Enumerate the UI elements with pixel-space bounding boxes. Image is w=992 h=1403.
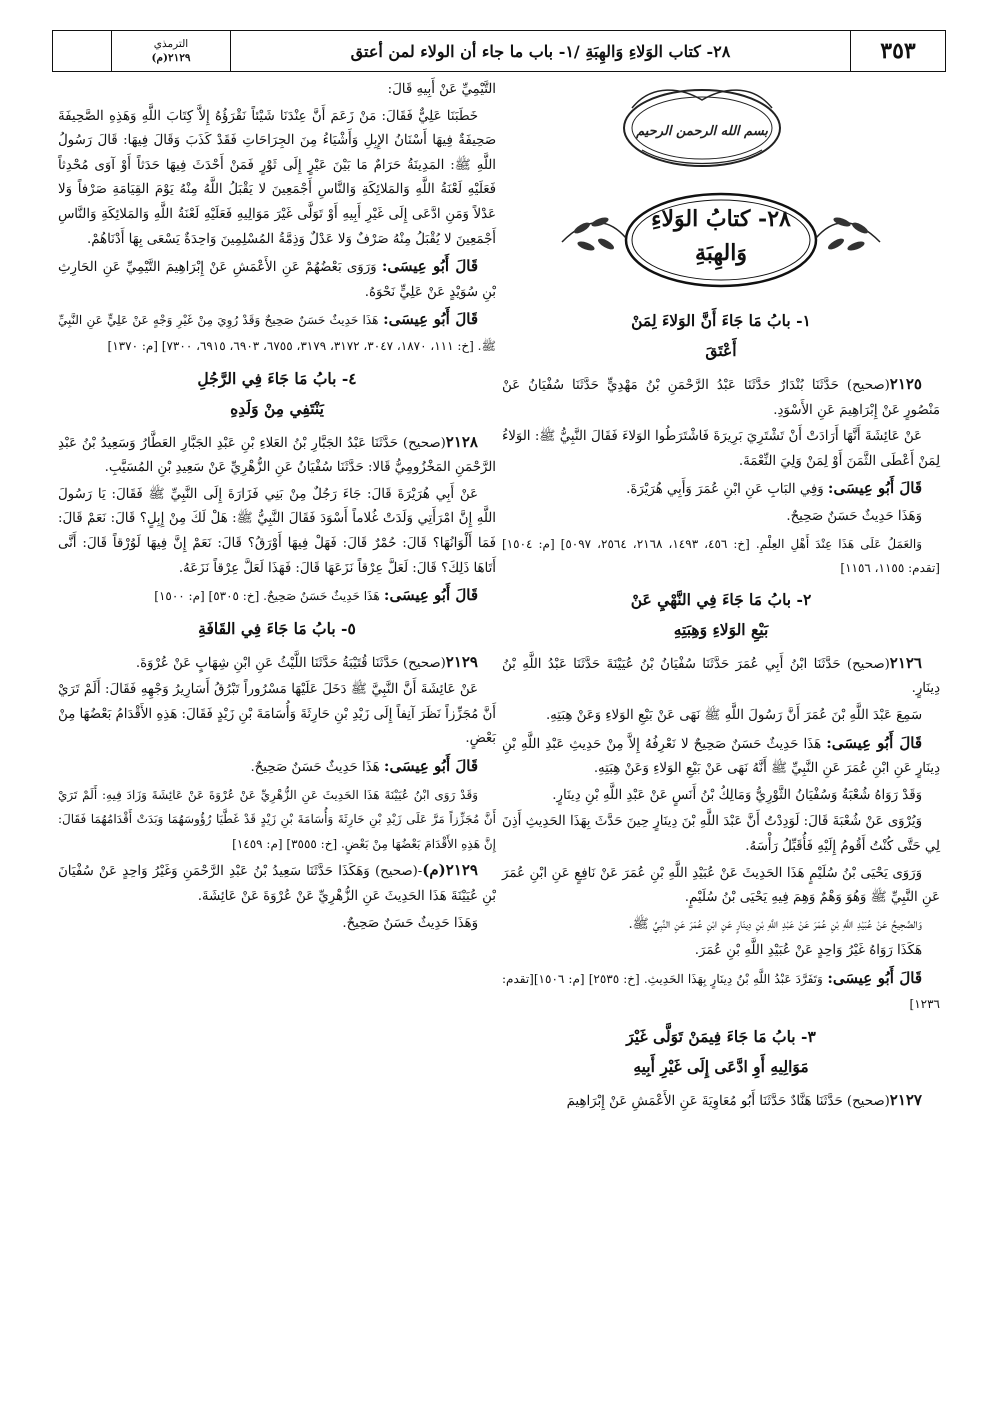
comment-text: وَتَفَرَّدَ عَبْدُ اللَّهِ بْنُ دِينَارٍ بِهَذَا الحَدِيثِ. [خ: ٢٥٣٥] [م: ١٥٠٦][تقدم: ١٢٣٦] [502, 971, 940, 1012]
hadith-2126-comment-3: وَيُرْوَى عَنْ شُعْبَةَ قَالَ: لَوَدِدْتُ أَنَّ عَبْدَ اللَّهِ بْنَ دِينَارٍ حِينَ حَدَّثَ بِهَذَا الحَدِيثِ أَذِنَ لِي حَتَّى كُنْتُ أَقُومُ إِلَيْهِ فَأُقَبِّلُ رَأْسَهُ. [502, 814, 940, 854]
isnad-text: (صحيح) حَدَّثَنَا بُنْدَارٌ حَدَّثَنَا عَبْدُ الرَّحْمَنِ بْنُ مَهْدِيٍّ حَدَّثَنَا سُفْيَانُ عَنْ مَنْصُورٍ عَنْ إِبْرَاهِيمَ عَنِ الأَسْوَدِ. [502, 378, 940, 418]
isnad-text: (صحيح) حَدَّثَنَا عَبْدُ الجَبَّارِ بْنُ العَلاءِ بْنِ عَبْدِ الجَبَّارِ العَطَّارُ وَسَعِيدُ بْنُ عَبْدِ الرَّحْمَنِ المَخْزُومِيُّ قَالا: حَدَّثَنَا سُفْيَانُ عَنِ الزُّهْرِيِّ عَنْ سَعِيدِ بْنِ المُسَيَّبِ. [58, 435, 496, 476]
bab-3-line2: مَوَالِيهِ أَوِ ادَّعَى إِلَى غَيْرِ أَبِيهِ [633, 1057, 809, 1077]
hadith-number: ٢١٢٩ [445, 652, 478, 671]
basmala-calligraphy: بسم الله الرحمن الرحيم [636, 124, 768, 139]
kitab-title-line2: وَالهِبَةِ [694, 240, 747, 266]
abu-isa-label: قَالَ أَبُو عِيسَى: [827, 968, 923, 987]
page-header [52, 30, 946, 72]
hadith-2125-comment-3: وَالعَمَلُ عَلَى هَذَا عِنْدَ أَهْلِ العِلْمِ. [خ: ٤٥٦، ١٤٩٣، ٢١٦٨، ٢٥٦٤، ٥٠٩٧] [م: ١٥٠٤][تقدم: ١١٥٥، ١١٥٦] [502, 536, 940, 576]
bab-1-line1: ١- بابُ مَا جَاءَ أَنَّ الوَلاءَ لِمَنْ [631, 311, 811, 330]
running-title: ٢٨- كتاب الوَلاءِ وَالهِبَةِ /١- باب ما جاء أن الولاء لمن أعتق [230, 31, 850, 71]
abu-isa-label: قَالَ أَبُو عِيسَى: [381, 257, 478, 276]
bab-1-heading [502, 306, 940, 366]
comment-text: وَفِي البَابِ عَنِ ابْنِ عُمَرَ وَأَبِي هُرَيْرَةَ. [626, 482, 824, 498]
bab-4-line2: يَنْتَفِي مِنْ وَلَدِهِ [230, 398, 324, 418]
bab-2-heading [502, 585, 940, 645]
hadith-2126-comment-6: هَكَذَا رَوَاهُ غَيْرُ وَاحِدٍ عَنْ عُبَيْدِ اللَّهِ بْنِ عُمَرَ. [694, 943, 922, 959]
isnad-text: (صحيح) حَدَّثَنَا ابْنُ أَبِي عُمَرَ حَدَّثَنَا سُفْيَانُ بْنُ عُيَيْنَةَ حَدَّثَنَا عَبْدُ اللَّهِ بْنُ دِينَارٍ. [502, 656, 940, 697]
left-column [58, 78, 496, 938]
hadith-2126-comment-5: وَالصَّحِيحُ عَنْ عُبَيْدِ اللَّهِ بْنِ عُمَرَ عَنْ عَبْدِ اللَّهِ بْنِ دِينَارٍ عَنِ ابْنِ عُمَرَ عَنِ النَّبِيِّ ﷺ. [628, 916, 922, 932]
abu-isa-label: قَالَ أَبُو عِيسَى: [826, 733, 922, 752]
isnad-text: (صحيح) حَدَّثَنَا هَنَّادٌ حَدَّثَنَا أَبُو مُعَاوِيَةَ عَنِ الأَعْمَشِ عَنْ إِبْرَاهِيمَ [566, 1094, 890, 1110]
bab-5-heading [58, 614, 496, 644]
hadith-2127-comment-2 [58, 307, 496, 359]
hadith-2126-comment-7 [502, 966, 940, 1018]
hadith-number: ٢١٢٥ [889, 375, 922, 393]
hadith-2125-comment-1 [502, 476, 940, 503]
abu-isa-label: قَالَ أَبُو عِيسَى: [383, 757, 478, 776]
hadith-2127-continuation: التَّيْمِيِّ عَنْ أَبِيهِ قَالَ: [387, 82, 496, 97]
hadith-2127-comment-1 [58, 254, 496, 305]
bab-2-line1: ٢- بابُ مَا جَاءَ فِي النَّهْيِ عَنْ [630, 589, 812, 609]
kitab-title [502, 202, 940, 270]
bab-5-line1: ٥- بابُ مَا جَاءَ فِي القَافَةِ [198, 618, 356, 638]
hadith-2128-comment [58, 583, 496, 610]
hadith-2126-comment-1 [502, 731, 940, 782]
hadith-2129-matn: عَنْ عَائِشَةَ أَنَّ النَّبِيَّ ﷺ دَخَلَ عَلَيْهَا مَسْرُوراً تَبْرُقُ أَسَارِيرُ وَجْهِهِ فَقَالَ: أَلَمْ تَرَيْ أَنَّ مُجَزِّزاً نَظَرَ آنِفاً إِلَى زَيْدِ بْنِ حَارِثَةَ وَأُسَامَةَ بْنِ زَيْدٍ فَقَالَ: هَذِهِ الأَقْدَامُ بَعْضُهَا مِنْ بَعْضٍ. [58, 682, 496, 747]
comment-text: هَذَا حَدِيثٌ حَسَنٌ صَحِيحٌ لا نَعْرِفُهُ إِلاَّ مِنْ حَدِيثِ عَبْدِ اللَّهِ بْنِ دِينَارٍ عَنِ ابْنِ عُمَرَ عَنِ النَّبِيِّ ﷺ أَنَّهُ نَهَى عَنْ بَيْعِ الوَلاءِ وَعَنْ هِبَتِهِ. [502, 736, 940, 777]
abu-isa-label: قَالَ أَبُو عِيسَى: [383, 586, 478, 605]
header-reference [111, 31, 230, 71]
hadith-2126-comment-2: وَقَدْ رَوَاهُ شُعْبَةُ وَسُفْيَانُ الثَّوْرِيُّ وَمَالِكُ بْنُ أَنَسٍ عَنْ عَبْدِ اللَّهِ بْنِ دِينَارٍ. [552, 787, 922, 803]
page-number: ٣٥٣ [850, 31, 945, 71]
bab-3-heading [502, 1022, 940, 1082]
hadith-2129m-isnad [58, 858, 496, 909]
comment-text: هَذَا حَدِيثٌ حَسَنٌ صَحِيحٌ. [250, 760, 380, 776]
hadith-2126-comment-4: وَرَوَى يَحْيَى بْنُ سُلَيْمٍ هَذَا الحَدِيثَ عَنْ عُبَيْدِ اللَّهِ بْنِ عُمَرَ عَنْ نَافِعٍ عَنِ ابْنِ عُمَرَ عَنِ النَّبِيِّ ﷺ وَهُوَ وَهْمٌ وَهِمَ فِيهِ يَحْيَى بْنُ سُلَيْمٍ. [502, 865, 940, 906]
abu-isa-label: قَالَ أَبُو عِيسَى: [827, 479, 922, 498]
bab-3-line1: ٣- بابُ مَا جَاءَ فِيمَنْ تَوَلَّى غَيْرَ [626, 1027, 816, 1047]
kitab-heading [502, 182, 940, 302]
comment-text: هَذَا حَدِيثٌ حَسَنٌ صَحِيحٌ. [خ: ٥٣٠٥] [م: ١٥٠٠] [154, 589, 380, 604]
hadith-2126-matn: سَمِعَ عَبْدَ اللَّهِ بْنَ عُمَرَ أَنَّ رَسُولَ اللَّهِ ﷺ نَهَى عَنْ بَيْعِ الوَلاءِ وَعَنْ هِبَتِهِ. [545, 707, 922, 723]
hadith-2129-comment-2: وَقَدْ رَوَى ابْنُ عُيَيْنَةَ هَذَا الحَدِيثَ عَنِ الزُّهْرِيِّ عَنْ عُرْوَةَ عَنْ عَائِشَةَ وَزَادَ فِيهِ: أَلَمْ تَرَيْ أَنَّ مُجَزِّزاً مَرَّ عَلَى زَيْدِ بْنِ حَارِثَةَ وَأُسَامَةَ بْنِ زَيْدٍ قَدْ غَطَّيَا رُؤُوسَهُمَا وَبَدَتْ أَقْدَامُهُمَا فَقَالَ: إِنَّ هَذِهِ الأَقْدَامَ بَعْضُهَا مِنْ بَعْضٍ. [خ: ٣٥٥٥] [م: ١٤٥٩] [58, 787, 496, 851]
isnad-text: (صحيح) حَدَّثَنَا قُتَيْبَةُ حَدَّثَنَا اللَّيْثُ عَنِ ابْنِ شِهَابٍ عَنْ عُرْوَةَ. [135, 655, 446, 671]
isnad-text: -(صحيح) وَهَكَذَا حَدَّثَنَا سَعِيدُ بْنُ عَبْدِ الرَّحْمَنِ وَغَيْرُ وَاحِدٍ عَنْ سُفْيَانَ بْنِ عُيَيْنَةَ هَذَا الحَدِيثَ عَنِ الزُّهْرِيِّ عَنْ عُرْوَةَ عَنْ عَائِشَةَ. [58, 864, 496, 905]
hadith-number: ٢١٢٦ [889, 653, 922, 672]
comment-text: وَرَوَى بَعْضُهُمْ عَنِ الأَعْمَشِ عَنْ إِبْرَاهِيمَ التَّيْمِيِّ عَنِ الحَارِثِ بْنِ سُوَيْدٍ عَنْ عَلِيٍّ نَحْوَهُ. [58, 260, 496, 300]
header-ref-number: ٢١٢٩(م) [151, 52, 191, 64]
hadith-number: ٢١٢٨ [445, 432, 478, 451]
hadith-2125-isnad [502, 372, 940, 423]
abu-isa-label: قَالَ أَبُو عِيسَى: [383, 310, 479, 329]
right-column [502, 78, 940, 1117]
header-ref-source: الترمذي [153, 38, 189, 50]
basmala-ornament [502, 78, 940, 178]
hadith-number: ٢١٢٧ [889, 1091, 922, 1110]
bab-2-line2: بَيْعِ الوَلاءِ وَهِبَتِهِ [673, 619, 769, 639]
hadith-2125-matn: عَنْ عَائِشَةَ أَنَّهَا أَرَادَتْ أَنْ تَشْتَرِيَ بَرِيرَةَ فَاشْتَرَطُوا الوَلاءَ فَقَالَ النَّبِيُّ ﷺ: الوَلاءُ لِمَنْ أَعْطَى الثَّمَنَ أَوْ لِمَنْ وَلِيَ النِّعْمَةَ. [502, 429, 940, 469]
kitab-title-line1: ٢٨- كتابُ الوَلاءِ [651, 206, 791, 232]
hadith-2128-matn: عَنْ أَبِي هُرَيْرَةَ قَالَ: جَاءَ رَجُلٌ مِنْ بَنِي فَزَارَةَ إِلَى النَّبِيِّ ﷺ فَقَالَ: يَا رَسُولَ اللَّهِ إِنَّ امْرَأَتِي وَلَدَتْ غُلاماً أَسْوَدَ فَقَالَ النَّبِيُّ ﷺ: هَلْ لَكَ مِنْ إِبِلٍ؟ قَالَ: نَعَمْ قَالَ: فَمَا أَلْوَانُهَا؟ قَالَ: حُمْرٌ قَالَ: فَهَلْ فِيهَا أَوْرَقُ؟ قَالَ: نَعَمْ إِنَّ فِيهَا لَوُرْقاً قَالَ: أَنَّى أَتَاهَا ذَلِكَ؟ قَالَ: لَعَلَّ عِرْقاً نَزَعَهَا قَالَ: فَهَذَا لَعَلَّ عِرْقاً نَزَعَهُ. [58, 486, 496, 576]
hadith-2129-comment-1 [58, 754, 496, 781]
comment-text: هَذَا حَدِيثٌ حَسَنٌ صَحِيحٌ وَقَدْ رُوِيَ مِنْ غَيْرِ وَجْهٍ عَنْ عَلِيٍّ عَنِ النَّبِيِّ ﷺ. [خ: ١١١، ١٨٧٠، ٣٠٤٧، ٣١٧٢، ٣١٧٩، ٦٧٥٥، ٦٩٠٣، ٦٩١٥، ٧٣٠٠] [م: ١٣٧٠] [58, 313, 496, 353]
bab-4-heading [58, 364, 496, 424]
hadith-2125-comment-2: وَهَذَا حَدِيثٌ حَسَنٌ صَحِيحٌ. [786, 508, 922, 524]
hadith-2126-isnad [502, 651, 940, 702]
hadith-number: ٢١٢٩(م) [422, 861, 478, 880]
header-blank-cell [53, 31, 111, 71]
hadith-2129m-comment: وَهَذَا حَدِيثٌ حَسَنٌ صَحِيحٌ. [342, 915, 478, 931]
bab-1-line2: أَعْتَقَ [705, 341, 737, 360]
bab-4-line1: ٤- بابُ مَا جَاءَ فِي الرَّجُلِ [197, 368, 357, 388]
hadith-2128-isnad [58, 430, 496, 481]
hadith-2127-isnad [502, 1088, 940, 1115]
hadith-2127-matn: خَطَبَنَا عَلِيٌّ فَقَالَ: مَنْ زَعَمَ أَنَّ عِنْدَنَا شَيْئاً نَقْرَؤُهُ إِلاَّ كِتَابَ اللَّهِ وَهَذِهِ الصَّحِيفَةَ صَحِيفَةٌ فِيهَا أَسْنَانُ الإِبِلِ وَأَشْيَاءُ مِنَ الجِرَاحَاتِ فَقَدْ كَذَبَ وَقَالَ فِيهَا: قَالَ رَسُولُ اللَّهِ ﷺ: المَدِينَةُ حَرَامٌ مَا بَيْنَ عَيْرٍ إِلَى ثَوْرٍ فَمَنْ أَحْدَثَ فِيهَا حَدَثاً أَوْ آوَى مُحْدِثاً فَعَلَيْهِ لَعْنَةُ اللَّهِ وَالمَلائِكَةِ وَالنَّاسِ أَجْمَعِينَ لا يَقْبَلُ اللَّهُ مِنْهُ يَوْمَ القِيَامَةِ صَرْفاً وَلا عَدْلاً وَمَنِ ادَّعَى إِلَى غَيْرِ أَبِيهِ أَوْ تَوَلَّى غَيْرَ مَوَالِيهِ فَعَلَيْهِ لَعْنَةُ اللَّهِ وَالمَلائِكَةِ وَالنَّاسِ أَجْمَعِينَ لا يُقْبَلُ مِنْهُ صَرْفٌ وَلا عَدْلٌ وَذِمَّةُ المُسْلِمِينَ وَاحِدَةٌ يَسْعَى بِهَا أَدْنَاهُمْ. [58, 108, 496, 247]
hadith-2129-isnad [58, 650, 496, 677]
